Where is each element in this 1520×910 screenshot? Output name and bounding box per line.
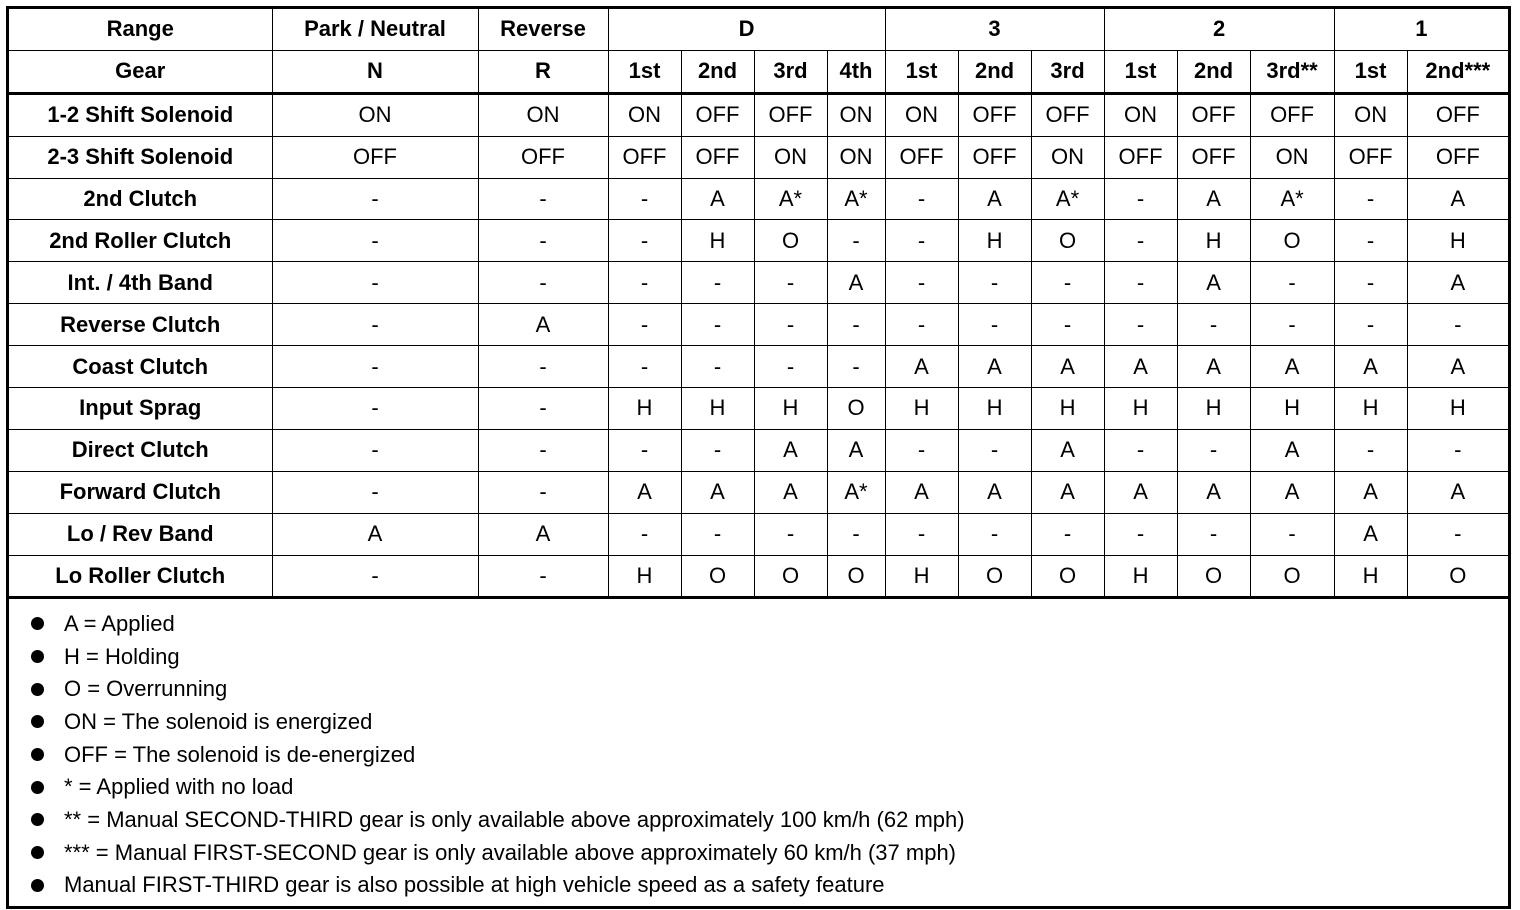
legend-text: O = Overrunning [64,676,228,702]
table-cell: H [1407,388,1508,430]
table-cell: - [1407,304,1508,346]
table-cell: - [272,262,478,304]
table-cell: A [681,178,754,220]
table-cell: OFF [1407,93,1508,136]
legend-text: *** = Manual FIRST-SECOND gear is only available above approximately 60 km/h (37 mph) [64,839,957,865]
legend-text: A = Applied [64,610,175,636]
table-cell: H [754,388,827,430]
table-cell: A [1334,346,1407,388]
table-cell: - [681,429,754,471]
table-cell: - [1334,429,1407,471]
table-cell: - [958,429,1031,471]
gear-cell: 2nd [681,50,754,93]
bullet-icon [31,748,44,761]
bullet-icon [31,813,44,826]
table-cell: - [478,555,608,598]
table-cell: O [681,555,754,598]
table-cell: - [478,178,608,220]
table-cell: - [608,220,681,262]
table-cell: OFF [958,93,1031,136]
table-cell: - [272,220,478,262]
table-cell: A [478,304,608,346]
table-cell: - [478,262,608,304]
table-cell: A [827,262,885,304]
table-cell: O [754,555,827,598]
table-cell: A [827,429,885,471]
table-cell: OFF [885,136,958,178]
table-cell: - [478,346,608,388]
legend-text: OFF = The solenoid is de-energized [64,741,416,767]
range-1: 1 [1334,9,1508,50]
legend-item [31,607,1508,640]
table-cell: A* [1031,178,1104,220]
range-3: 3 [885,9,1104,50]
application-chart [6,6,1511,909]
gear-cell: 2nd [958,50,1031,93]
table-cell: O [1031,220,1104,262]
table-cell: - [754,346,827,388]
legend-text: ** = Manual SECOND-THIRD gear is only available above approximately 100 km/h (62 mph) [64,806,965,832]
table-cell: - [1177,304,1250,346]
table-cell: - [272,429,478,471]
table-cell: A [1177,262,1250,304]
row-label: 2nd Clutch [9,178,272,220]
table-cell: - [478,471,608,513]
table-cell: - [608,513,681,555]
row-label: Int. / 4th Band [9,262,272,304]
table-cell: - [1104,304,1177,346]
table-cell: - [958,304,1031,346]
table-cell: O [827,388,885,430]
table-cell: ON [754,136,827,178]
table-cell: - [1104,178,1177,220]
table-cell: OFF [1104,136,1177,178]
row-label: 2-3 Shift Solenoid [9,136,272,178]
table-cell: - [1031,262,1104,304]
gear-cell: 1st [1334,50,1407,93]
table-cell: - [885,304,958,346]
table-row [9,220,1508,262]
table-cell: H [885,555,958,598]
legend [9,599,1508,901]
table-cell: H [1177,388,1250,430]
legend-text: * = Applied with no load [64,774,294,800]
range-reverse: Reverse [478,9,608,50]
table-cell: - [608,429,681,471]
table-cell: ON [827,93,885,136]
table-cell: H [1250,388,1334,430]
table-cell: A [1407,178,1508,220]
table-cell: OFF [754,93,827,136]
table-cell: OFF [1177,136,1250,178]
table-cell: ON [1104,93,1177,136]
gear-label: Gear [9,50,272,93]
table-cell: - [608,262,681,304]
table-cell: A [681,471,754,513]
gear-cell: 3rd [754,50,827,93]
table-cell: A [958,471,1031,513]
table-cell: - [1250,513,1334,555]
table-cell: OFF [1334,136,1407,178]
legend-item [31,771,1508,804]
table-cell: A* [827,178,885,220]
table-cell: H [958,388,1031,430]
table-cell: A [754,429,827,471]
gear-cell: 1st [885,50,958,93]
bullet-icon [31,781,44,794]
row-label: 2nd Roller Clutch [9,220,272,262]
table-cell: H [1334,555,1407,598]
apply-table [9,9,1508,599]
table-cell: O [1250,555,1334,598]
table-cell: A [1177,178,1250,220]
table-row [9,136,1508,178]
table-cell: - [681,346,754,388]
table-cell: H [1104,388,1177,430]
table-cell: - [885,513,958,555]
table-cell: A [1250,429,1334,471]
gear-cell: 1st [608,50,681,93]
table-cell: - [1177,429,1250,471]
table-cell: - [885,429,958,471]
table-cell: A [1250,346,1334,388]
table-cell: H [1407,220,1508,262]
table-cell: OFF [1407,136,1508,178]
row-label: Lo / Rev Band [9,513,272,555]
table-row [9,555,1508,598]
table-cell: - [1407,429,1508,471]
table-cell: - [1104,429,1177,471]
table-cell: - [1104,513,1177,555]
table-cell: - [1334,262,1407,304]
table-cell: - [1250,304,1334,346]
table-cell: - [958,513,1031,555]
table-cell: - [1334,178,1407,220]
table-row [9,346,1508,388]
row-label: Reverse Clutch [9,304,272,346]
table-cell: - [827,220,885,262]
table-cell: A [958,178,1031,220]
table-cell: ON [1334,93,1407,136]
table-cell: - [681,262,754,304]
table-cell: A [754,471,827,513]
gear-cell: R [478,50,608,93]
legend-item [31,706,1508,739]
table-cell: - [478,429,608,471]
gear-cell: 3rd [1031,50,1104,93]
table-cell: - [1031,304,1104,346]
table-cell: ON [827,136,885,178]
table-cell: - [608,346,681,388]
range-d: D [608,9,885,50]
legend-text: Manual FIRST-THIRD gear is also possible at high vehicle speed as a safety feature [64,872,885,898]
table-row [9,178,1508,220]
row-label: Forward Clutch [9,471,272,513]
table-cell: - [272,304,478,346]
table-cell: A [608,471,681,513]
table-cell: A [1031,429,1104,471]
table-cell: OFF [272,136,478,178]
row-label: Input Sprag [9,388,272,430]
row-label: Coast Clutch [9,346,272,388]
table-cell: ON [885,93,958,136]
table-cell: A [272,513,478,555]
table-cell: H [681,220,754,262]
legend-item [31,673,1508,706]
table-cell: O [1407,555,1508,598]
table-cell: ON [272,93,478,136]
gear-row [9,50,1508,93]
table-cell: O [754,220,827,262]
table-cell: - [1031,513,1104,555]
table-cell: - [1250,262,1334,304]
table-cell: A* [1250,178,1334,220]
gear-cell: 3rd** [1250,50,1334,93]
legend-text: ON = The solenoid is energized [64,708,373,734]
table-cell: OFF [1031,93,1104,136]
gear-cell: 2nd*** [1407,50,1508,93]
legend-item [31,869,1508,902]
table-cell: - [958,262,1031,304]
table-cell: - [272,471,478,513]
table-cell: - [1334,220,1407,262]
table-cell: - [1334,304,1407,346]
table-cell: A [1177,471,1250,513]
row-label: Lo Roller Clutch [9,555,272,598]
table-cell: A [1407,262,1508,304]
table-cell: A [1334,513,1407,555]
table-cell: H [1031,388,1104,430]
gear-cell: 4th [827,50,885,93]
table-cell: A [958,346,1031,388]
table-cell: O [958,555,1031,598]
table-cell: A [1177,346,1250,388]
legend-item [31,640,1508,673]
row-label: 1-2 Shift Solenoid [9,93,272,136]
table-cell: - [754,513,827,555]
table-cell: - [681,304,754,346]
legend-item [31,738,1508,771]
table-cell: - [608,304,681,346]
table-cell: - [1177,513,1250,555]
table-cell: OFF [681,136,754,178]
table-cell: OFF [478,136,608,178]
table-cell: A* [827,471,885,513]
gear-cell: N [272,50,478,93]
table-cell: ON [1250,136,1334,178]
table-cell: OFF [1177,93,1250,136]
table-cell: - [1104,220,1177,262]
table-cell: - [827,513,885,555]
table-row [9,429,1508,471]
gear-cell: 1st [1104,50,1177,93]
table-cell: H [1334,388,1407,430]
table-cell: - [272,555,478,598]
table-cell: - [754,304,827,346]
table-cell: A [1407,346,1508,388]
table-cell: - [885,178,958,220]
table-cell: - [885,220,958,262]
table-cell: A* [754,178,827,220]
table-cell: H [885,388,958,430]
table-cell: H [681,388,754,430]
table-cell: - [681,513,754,555]
table-cell: OFF [958,136,1031,178]
range-row [9,9,1508,50]
bullet-icon [31,650,44,663]
table-cell: - [272,178,478,220]
bullet-icon [31,846,44,859]
table-cell: H [1177,220,1250,262]
range-2: 2 [1104,9,1334,50]
table-cell: OFF [681,93,754,136]
table-cell: A [885,346,958,388]
table-cell: A [1031,346,1104,388]
table-cell: O [1250,220,1334,262]
legend-item [31,836,1508,869]
table-cell: - [1407,513,1508,555]
table-cell: O [1031,555,1104,598]
table-cell: A [1104,471,1177,513]
table-cell: O [1177,555,1250,598]
table-cell: A [478,513,608,555]
range-park-neutral: Park / Neutral [272,9,478,50]
bullet-icon [31,715,44,728]
table-cell: - [608,178,681,220]
table-cell: - [885,262,958,304]
table-cell: O [827,555,885,598]
table-cell: A [1250,471,1334,513]
legend-text: H = Holding [64,643,180,669]
table-cell: A [1104,346,1177,388]
table-cell: A [885,471,958,513]
table-cell: - [272,346,478,388]
bullet-icon [31,879,44,892]
table-cell: H [608,388,681,430]
table-cell: H [608,555,681,598]
table-cell: A [1407,471,1508,513]
table-cell: ON [1031,136,1104,178]
table-row [9,93,1508,136]
table-cell: H [1104,555,1177,598]
table-row [9,513,1508,555]
table-cell: - [478,388,608,430]
bullet-icon [31,683,44,696]
table-cell: A [1334,471,1407,513]
table-cell: - [272,388,478,430]
table-row [9,388,1508,430]
table-row [9,304,1508,346]
table-row [9,262,1508,304]
table-cell: - [827,346,885,388]
table-cell: A [1031,471,1104,513]
table-cell: OFF [608,136,681,178]
table-cell: - [754,262,827,304]
gear-cell: 2nd [1177,50,1250,93]
table-cell: - [827,304,885,346]
table-cell: - [1104,262,1177,304]
table-cell: H [958,220,1031,262]
legend-item [31,804,1508,837]
table-body [9,9,1508,598]
table-row [9,471,1508,513]
table-cell: - [478,220,608,262]
row-label: Direct Clutch [9,429,272,471]
bullet-icon [31,617,44,630]
range-label: Range [9,9,272,50]
table-cell: ON [608,93,681,136]
table-cell: OFF [1250,93,1334,136]
table-cell: ON [478,93,608,136]
